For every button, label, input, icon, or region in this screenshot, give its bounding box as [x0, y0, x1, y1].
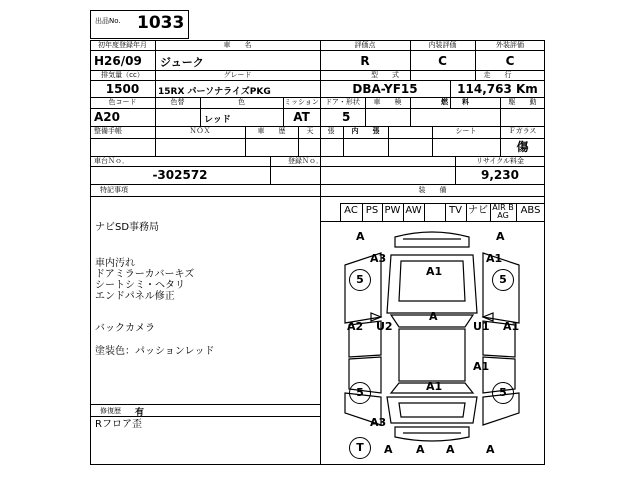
score-value: R: [360, 54, 370, 68]
divider: [90, 108, 545, 109]
tire-rear-right: 5: [492, 382, 514, 404]
equipment-abs: ABS: [520, 205, 541, 216]
divider: [90, 196, 545, 197]
mission-label: ミッション: [284, 98, 319, 106]
note-line: 塗装色：パッションレッド: [95, 346, 215, 357]
note-line: シートシミ・ヘタリ: [95, 280, 185, 291]
mileage-value: 114,763 Km: [457, 82, 538, 96]
damage-mark: A3: [370, 416, 387, 429]
tire-front-left: 5: [349, 269, 371, 291]
interior-lining-label: 内 張: [351, 127, 380, 135]
doors-value: 5: [342, 110, 351, 124]
divider: [270, 156, 271, 184]
year-label: 初年度登録年月: [98, 41, 147, 49]
damage-mark: A: [446, 443, 455, 456]
equipment-airbag: AIR BAG: [492, 203, 514, 220]
model-value: DBA-YF15: [352, 82, 418, 96]
car-name-label: 車 名: [223, 41, 252, 49]
damage-mark: A: [486, 443, 495, 456]
tire-front-right: 5: [492, 269, 514, 291]
notes-section-label: 特記事項: [100, 186, 128, 194]
grade-label: グレード: [223, 71, 252, 79]
manual-label: 整備手帳: [94, 127, 122, 135]
divider: [320, 221, 545, 222]
lot-number-value: 1033: [137, 13, 185, 33]
color-code-label: 色コード: [108, 98, 137, 106]
interior-score-label: 内装評価: [428, 41, 457, 49]
equipment-section-label: 装 備: [418, 186, 447, 194]
damage-mark: A: [384, 443, 393, 456]
divider: [90, 416, 320, 417]
front-glass-label: Ｆガラス: [508, 127, 537, 135]
interior-score-value: C: [438, 54, 447, 68]
divider: [90, 138, 545, 139]
drive-label: 駆 動: [508, 98, 537, 106]
spare-tire: T: [349, 437, 371, 459]
damage-mark: A: [356, 230, 365, 243]
chassis-label: 車台Ｎｏ．: [94, 157, 129, 165]
mileage-label: 走 行: [483, 71, 512, 79]
equipment-ac: AC: [344, 205, 358, 216]
registration-label: 登録Ｎｏ．: [288, 157, 323, 165]
doors-label: ドア・形状: [325, 98, 360, 106]
divider: [424, 203, 425, 221]
damage-mark: A2: [347, 320, 364, 333]
color-code-value: A20: [94, 110, 120, 124]
score-label: 評価点: [354, 41, 376, 49]
color-label: 色: [238, 98, 245, 106]
inspection-label: 車 検: [373, 98, 402, 106]
color-value: レッド: [204, 115, 231, 125]
fuel-label: 燃 料: [441, 98, 469, 106]
chassis-value: -302572: [152, 168, 208, 182]
damage-mark: A: [429, 310, 438, 323]
damage-mark: U2: [376, 320, 393, 333]
damage-mark: A1: [473, 360, 490, 373]
displacement-value: 1500: [105, 82, 140, 96]
divider: [90, 80, 545, 81]
damage-mark: A1: [486, 252, 503, 265]
damage-mark: A1: [503, 320, 520, 333]
history-label: 車 歴: [257, 127, 286, 135]
divider: [388, 126, 389, 156]
exterior-score-value: C: [505, 54, 515, 68]
damage-mark: U1: [473, 320, 490, 333]
mission-value: AT: [293, 110, 310, 124]
seat-label: シート: [455, 127, 477, 135]
repair-history-value: 有: [135, 408, 145, 418]
equipment-navi: ナビ: [468, 205, 488, 216]
note-line: ナビSD事務局: [95, 222, 160, 233]
nox-label: ＮＯＸ: [189, 127, 211, 135]
equipment-tv: TV: [449, 205, 462, 216]
grade-value: 15RX パーソナライズPKG: [158, 87, 271, 97]
note-line: ドアミラーカバーキズ: [95, 269, 195, 280]
car-body-diagram: [325, 225, 540, 460]
roof-label: 天 張: [306, 127, 335, 135]
note-line: エンドパネル修正: [95, 291, 175, 302]
note-line: 車内汚れ: [95, 258, 135, 269]
repair-note: Rフロア歪: [95, 419, 142, 430]
note-line: バックカメラ: [95, 323, 155, 334]
divider: [90, 404, 320, 405]
divider: [90, 50, 545, 51]
recycle-label: リサイクル料金: [475, 157, 525, 165]
front-glass-value: 傷: [516, 140, 529, 154]
equipment-aw: AW: [405, 205, 422, 216]
recycle-value: 9,230: [481, 168, 519, 182]
damage-mark: A3: [370, 252, 387, 265]
damage-mark: A: [496, 230, 505, 243]
exterior-score-label: 外装評価: [496, 41, 524, 49]
equipment-ps: PS: [365, 205, 379, 216]
model-label: 型 式: [371, 71, 399, 79]
displacement-label: 排気量（cc）: [101, 71, 144, 79]
repair-history-label: 修復歴: [100, 407, 121, 415]
damage-mark: A1: [426, 380, 443, 393]
damage-mark: A: [416, 443, 425, 456]
year-value: H26/09: [94, 54, 142, 68]
car-name-value: ジューク: [160, 56, 204, 69]
equipment-pw: PW: [384, 205, 401, 216]
divider: [90, 166, 545, 167]
color-change-label: 色替: [170, 98, 185, 106]
tire-rear-left: 5: [349, 382, 371, 404]
damage-mark: A1: [426, 265, 443, 278]
divider: [90, 184, 545, 185]
lot-number-label: 出品No.: [95, 17, 121, 25]
